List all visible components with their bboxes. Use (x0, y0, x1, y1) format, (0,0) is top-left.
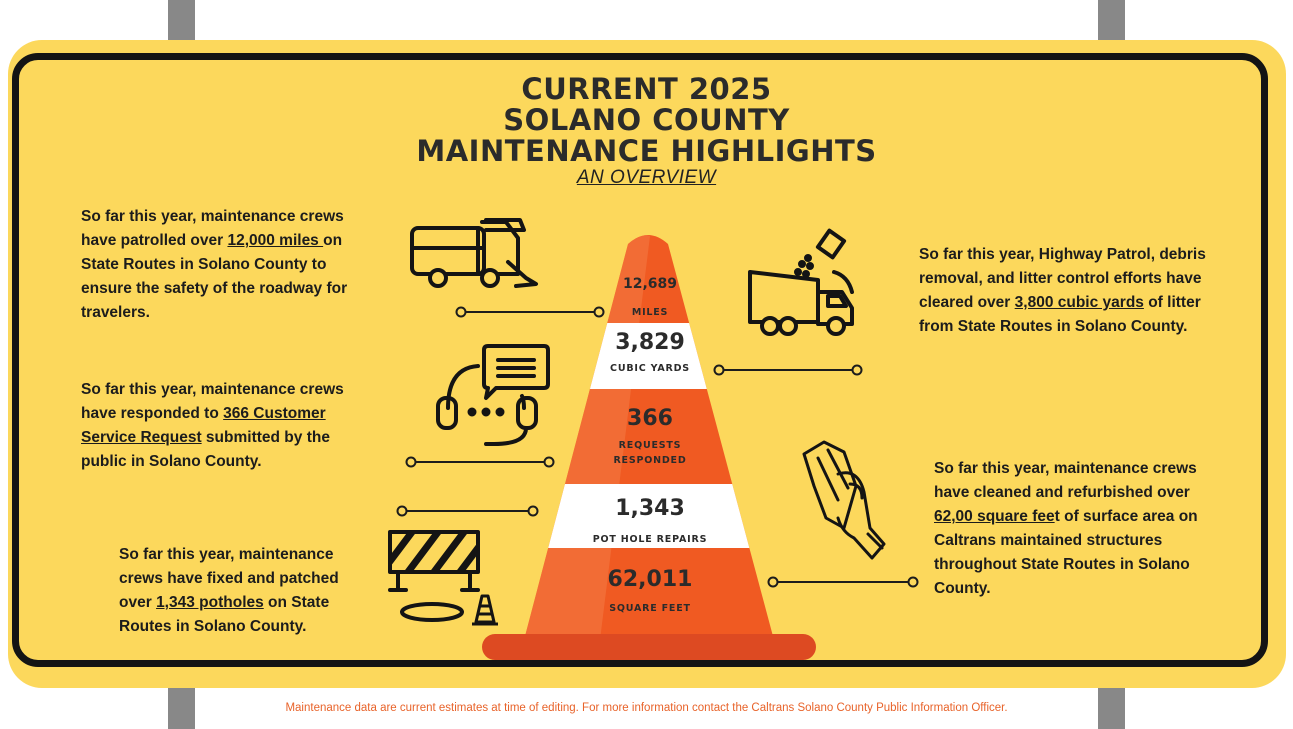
headset-chat-icon (434, 340, 554, 450)
structures-paragraph-link: 62,00 square fee (934, 508, 1055, 525)
miles-paragraph-post: on State Routes in Solano County to ensure the safety of the roadway for travelers. (81, 232, 348, 321)
requests-paragraph-link: 366 Customer Service Request (81, 405, 326, 446)
stat-cubic-yards-value: 3,829 (615, 330, 685, 355)
title-line-1: CURRENT 2025 (521, 72, 772, 106)
miles-paragraph-pre: So far this year, maintenance crews have patrolled over (81, 208, 344, 249)
stat-cubic-yards-label: CUBIC YARDS (610, 363, 690, 374)
stat-requests-label-1: REQUESTS (618, 440, 682, 451)
miles-paragraph-link: 12,000 miles (227, 232, 324, 249)
miles-paragraph (81, 205, 351, 325)
potholes-paragraph (119, 543, 344, 639)
litter-paragraph (919, 243, 1209, 339)
cleaning-glove-icon (798, 438, 898, 578)
stat-miles-value: 12,689 (622, 276, 678, 292)
requests-paragraph-post: submitted by the public in Solano County. (81, 429, 330, 470)
road-barrier-icon (386, 528, 486, 628)
title-line-2: SOLANO COUNTY (503, 103, 790, 137)
requests-paragraph-pre: So far this year, maintenance crews have responded to (81, 381, 344, 422)
potholes-paragraph-pre: So far this year, maintenance crews have fixed and patched over (119, 546, 339, 611)
dump-truck-icon (748, 232, 868, 342)
structures-paragraph-post: t of surface area on Caltrans maintained structures throughout State Routes in Solano County. (934, 508, 1198, 597)
stat-requests-label-2: RESPONDED (613, 455, 687, 466)
subtitle: AN OVERVIEW (576, 167, 717, 188)
street-sweeper-icon (408, 214, 548, 294)
stat-square-feet-value: 62,011 (607, 567, 693, 592)
stat-miles-label: MILES (631, 307, 669, 318)
potholes-paragraph-post: on State Routes in Solano County. (119, 594, 330, 635)
litter-paragraph-pre: So far this year, Highway Patrol, debris removal, and litter control efforts have cleared over (919, 246, 1206, 311)
litter-paragraph-post: of litter from State Routes in Solano County. (919, 294, 1201, 335)
potholes-paragraph-link: 1,343 potholes (156, 594, 264, 611)
traffic-cone-icon (472, 592, 502, 632)
stat-potholes-value: 1,343 (615, 496, 685, 521)
stat-square-feet-label: SQUARE FEET (609, 603, 691, 614)
structures-paragraph-pre: So far this year, maintenance crews have cleaned and refurbished over (934, 460, 1197, 501)
structures-paragraph (934, 457, 1209, 601)
footer-note: Maintenance data are current estimates at time of editing. For more information contact the Caltrans Solano County Public Information Officer. (285, 702, 1008, 714)
litter-paragraph-link: 3,800 cubic yards (1014, 294, 1144, 311)
requests-paragraph (81, 378, 351, 474)
stat-potholes-label: POT HOLE REPAIRS (592, 534, 708, 545)
title-line-3: MAINTENANCE HIGHLIGHTS (416, 134, 877, 168)
stat-requests-value: 366 (627, 406, 673, 431)
